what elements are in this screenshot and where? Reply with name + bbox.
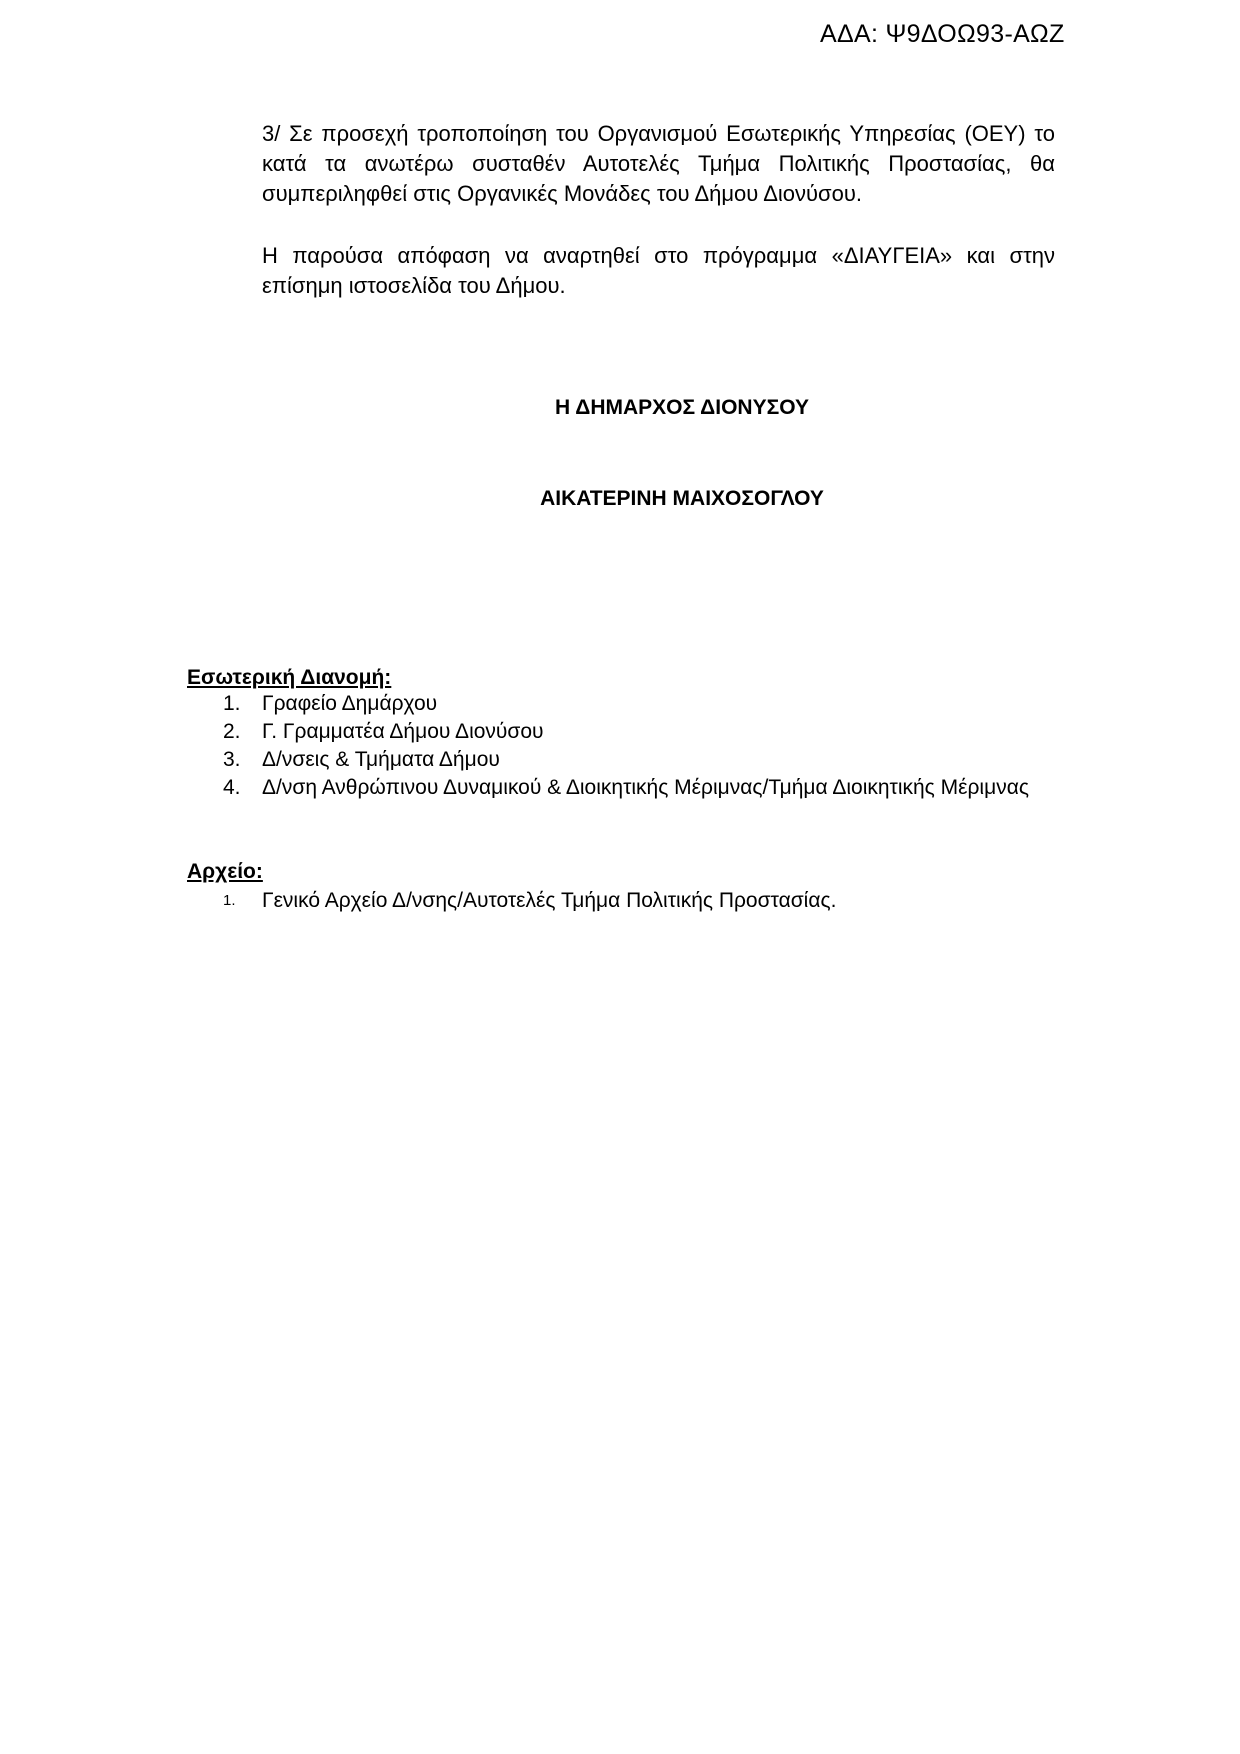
list-item (187, 887, 1055, 915)
list-item-text: Γενικό Αρχείο Δ/νσης/Αυτοτελές Τμήμα Πολιτικής Προστασίας. (262, 889, 837, 912)
list-item-number: 1. (223, 692, 241, 715)
list-item (187, 774, 1055, 802)
list-item-text: Δ/νση Ανθρώπινου Δυναμικού & Διοικητικής Μέριμνας/Τμήμα Διοικητικής Μέριμνας (262, 776, 1029, 799)
list-item (187, 690, 1055, 718)
signature-title: Η ΔΗΜΑΡΧΟΣ ΔΙΟΝΥΣΟΥ (555, 396, 809, 419)
list-item (187, 718, 1055, 746)
list-item-number: 3. (223, 748, 241, 771)
list-item-text: Γραφείο Δημάρχου (262, 692, 438, 715)
archive-list (187, 887, 1055, 915)
list-item-text: Γ. Γραμματέα Δήμου Διονύσου (262, 720, 544, 743)
list-item-number: 2. (223, 720, 241, 743)
distribution-list (187, 690, 1055, 802)
distribution-heading: Εσωτερική Διανομή: (187, 666, 392, 689)
list-item-number: 1. (223, 892, 236, 909)
list-item (187, 746, 1055, 774)
paragraph-amendment: 3/ Σε προσεχή τροποποίηση του Οργανισμού Εσωτερικής Υπηρεσίας (ΟΕΥ) το κατά τα ανωτέρω συσταθέν Αυτοτελές Τμήμα Πολιτικής Προστασίας, θα συμπεριληφθεί στις Οργανικές Μονάδες του Δήμου Διονύσου. (262, 121, 1055, 206)
signature-name: ΑΙΚΑΤΕΡΙΝΗ ΜΑΙΧΟΣΟΓΛΟΥ (540, 487, 824, 510)
ada-code: ΑΔΑ: Ψ9ΔΟΩ93-ΑΩΖ (820, 20, 1065, 48)
list-item-text: Δ/νσεις & Τμήματα Δήμου (262, 748, 500, 771)
list-item-number: 4. (223, 776, 241, 799)
archive-heading: Αρχείο: (187, 860, 263, 883)
paragraph-publication: Η παρούσα απόφαση να αναρτηθεί στο πρόγραμμα «ΔΙΑΥΓΕΙΑ» και στην επίσημη ιστοσελίδα του Δήμου. (262, 243, 1055, 298)
